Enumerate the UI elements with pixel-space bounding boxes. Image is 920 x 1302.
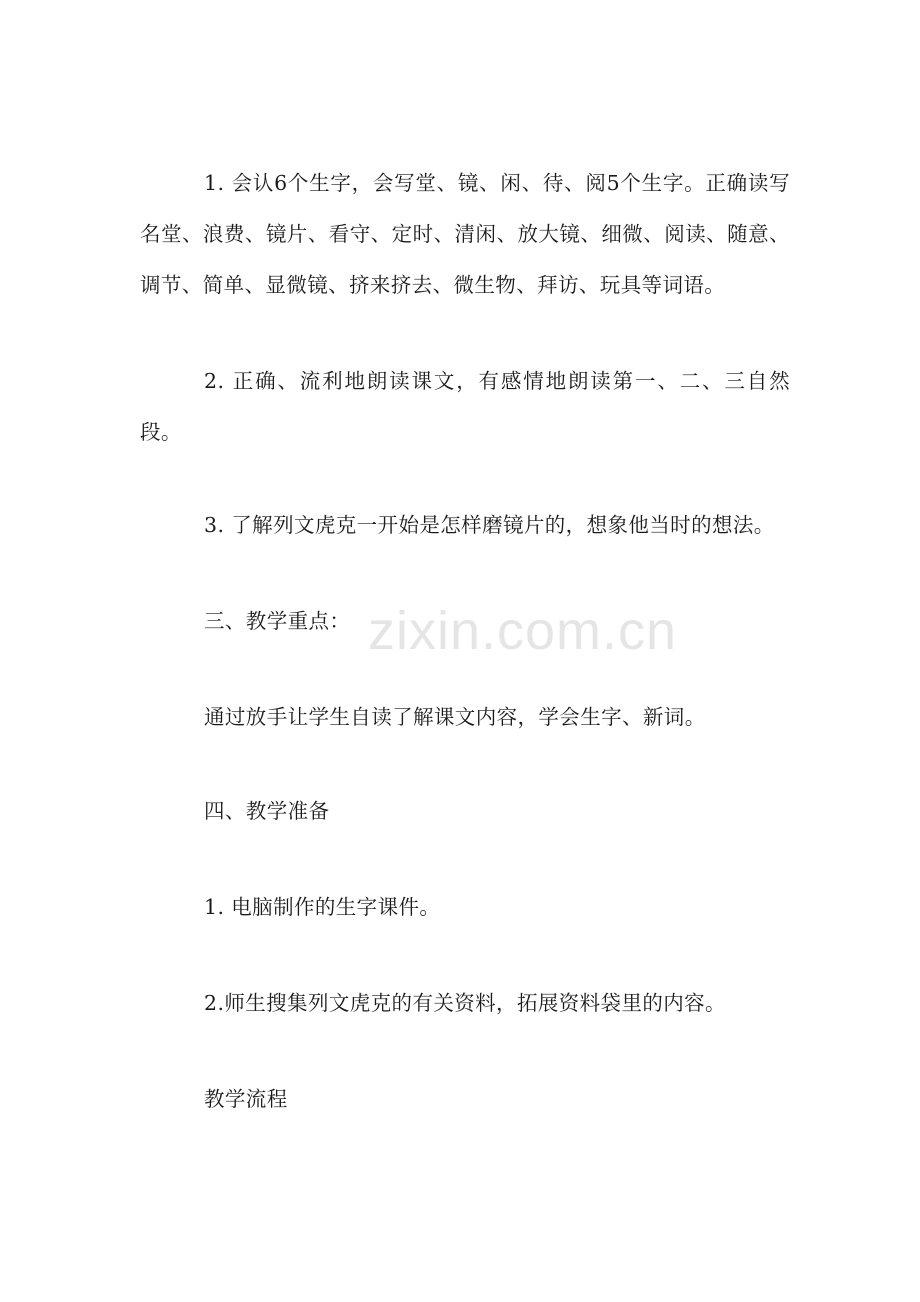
preparation-item-1: 1. 电脑制作的生字课件。	[204, 895, 441, 919]
section-heading-key-points: 三、教学重点：	[204, 609, 351, 633]
preparation-item-2: 2.师生搜集列文虎克的有关资料，拓展资料袋里的内容。	[204, 991, 726, 1015]
section-heading-teaching-process: 教学流程	[204, 1087, 288, 1111]
objective-1-paragraph: 1. 会认6个生字，会写堂、镜、闲、待、阅5个生字。正确读写名堂、浪费、镜片、看守、定时、清闲、放大镜、细微、阅读、随意、调节、简单、显微镜、挤来挤去、微生物、拜访、玩具等词语。	[140, 171, 790, 297]
objective-3-paragraph: 3. 了解列文虎克一开始是怎样磨镜片的，想象他当时的想法。	[204, 513, 775, 537]
key-points-paragraph: 通过放手让学生自读了解课文内容，学会生字、新词。	[204, 705, 706, 729]
section-heading-preparation: 四、教学准备	[204, 799, 330, 823]
watermark-logo: zixin.com.cn	[368, 601, 678, 661]
objective-2-paragraph: 2. 正确、流利地朗读课文，有感情地朗读第一、二、三自然段。	[140, 369, 790, 444]
